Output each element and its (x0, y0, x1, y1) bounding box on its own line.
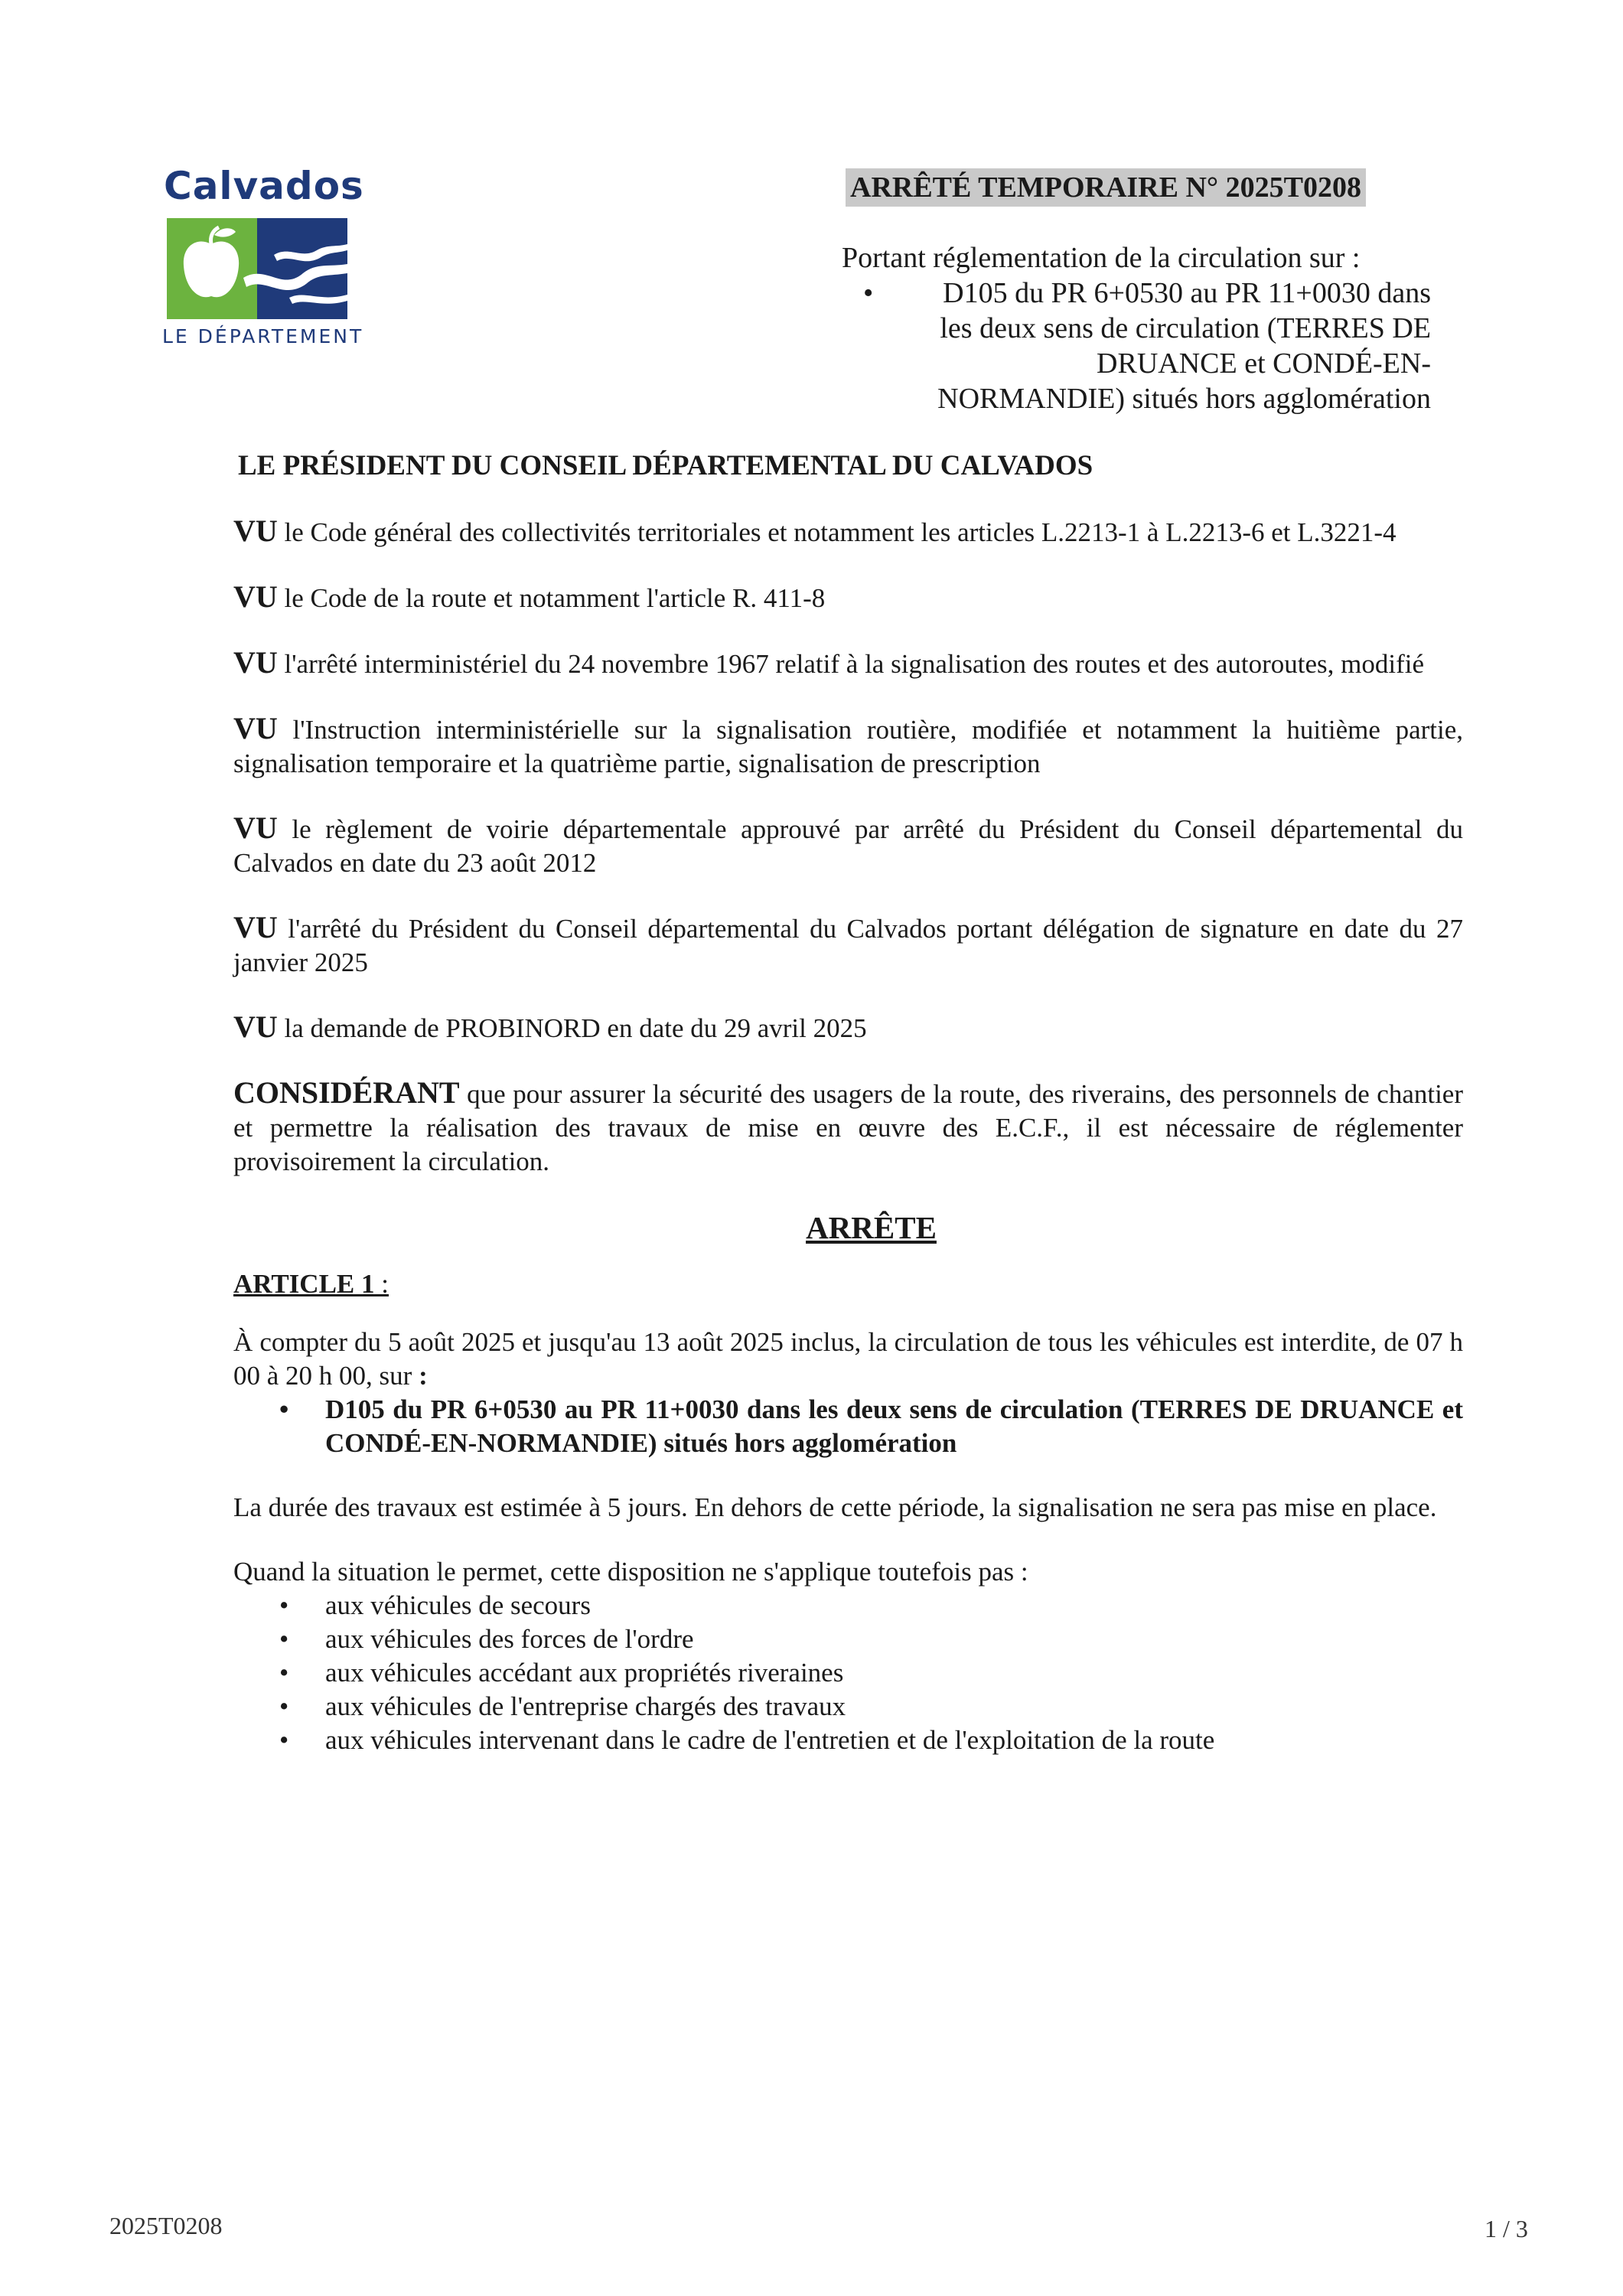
vu-paragraph (233, 514, 1463, 550)
article-colon: : (374, 1269, 389, 1299)
considerant-text: que pour assurer la sécurité des usagers de la route, des riverains, des personnels de chantier et permettre la réalisation des travaux de mise en œuvre des E.C.F., il est nécessaire de réglementer provisoirement la circulation. (233, 1079, 1463, 1176)
subject-intro: Portant réglementation de la circulation sur : (842, 242, 1361, 274)
logo-name: Calvados (164, 164, 364, 208)
exception-text: aux véhicules accédant aux propriétés riveraines (325, 1658, 844, 1688)
bullet-glyph: • (279, 1394, 289, 1424)
vu-text: l'arrêté du Président du Conseil départemental du Calvados portant délégation de signature en date du 27 janvier 2025 (233, 914, 1464, 977)
vu-label: VU (233, 910, 278, 944)
bullet-glyph: • (279, 1590, 289, 1620)
bullet-glyph: • (279, 1725, 289, 1755)
arrete-heading: ARRÊTE (806, 1210, 937, 1245)
exception-text: aux véhicules de l'entreprise chargés des travaux (325, 1691, 846, 1721)
vu-paragraph (233, 712, 1463, 781)
vu-label: VU (233, 645, 278, 680)
subject-line: les deux sens de circulation (TERRES DE (940, 312, 1431, 344)
subject-line: DRUANCE et CONDÉ-EN- (1097, 347, 1431, 380)
decree-body (233, 514, 1463, 1757)
article-label: ARTICLE 1 (233, 1269, 375, 1299)
vu-label: VU (233, 579, 278, 614)
bullet-glyph: • (279, 1658, 289, 1688)
vu-paragraph (233, 646, 1463, 681)
exception-text: aux véhicules des forces de l'ordre (325, 1624, 694, 1654)
vu-text: le règlement de voirie départementale approuvé par arrêté du Président du Conseil départemental du Calvados en date du 23 août 2012 (233, 814, 1464, 878)
vu-text: l'arrêté interministériel du 24 novembre 1967 relatif à la signalisation des routes et des autoroutes, modifié (284, 649, 1425, 679)
bullet-glyph: • (863, 277, 874, 309)
list-item (233, 1656, 1463, 1690)
article-intro-colon: : (412, 1361, 428, 1391)
vu-text: le Code général des collectivités territoriales et notamment les articles L.2213-1 à L.2213-6 et L.3221-4 (284, 517, 1396, 547)
exceptions-intro: Quand la situation le permet, cette disposition ne s'applique toutefois pas : (233, 1557, 1028, 1587)
vu-label: VU (233, 514, 278, 548)
exceptions-list (233, 1589, 1463, 1757)
exception-text: aux véhicules de secours (325, 1590, 591, 1620)
vu-paragraph (233, 580, 1463, 615)
considerant-paragraph (233, 1076, 1463, 1179)
list-item (233, 1623, 1463, 1656)
decree-title: ARRÊTÉ TEMPORAIRE N° 2025T0208 (846, 168, 1366, 207)
vu-text: le Code de la route et notamment l'article R. 411-8 (284, 583, 826, 613)
department-logo (162, 165, 376, 347)
logo-subtitle: LE DÉPARTEMENT (162, 325, 364, 347)
subject-line: D105 du PR 6+0530 au PR 11+0030 dans (943, 277, 1431, 309)
president-heading: LE PRÉSIDENT DU CONSEIL DÉPARTEMENTAL DU CALVADOS (238, 450, 1093, 481)
article-intro-text: À compter du 5 août 2025 et jusqu'au 13 août 2025 inclus, la circulation de tous les véhicules est interdite, de 07 h 00 à 20 h 00, sur (233, 1327, 1463, 1391)
vu-paragraph (233, 811, 1463, 880)
calvados-emblem-icon (167, 218, 347, 319)
considerant-label: CONSIDÉRANT (233, 1075, 460, 1110)
article-1-heading (233, 1269, 1463, 1300)
list-item (233, 1690, 1463, 1724)
road-section-text: D105 du PR 6+0530 au PR 11+0030 dans les deux sens de circulation (TERRES DE DRUANCE et CONDÉ-EN-NORMANDIE) situés hors agglomération (325, 1394, 1463, 1458)
article-1-intro (233, 1326, 1463, 1393)
duration-paragraph: La durée des travaux est estimée à 5 jours. En dehors de cette période, la signalisation ne sera pas mise en place. (233, 1492, 1437, 1522)
list-item (233, 1589, 1463, 1623)
exception-text: aux véhicules intervenant dans le cadre de l'entretien et de l'exploitation de la route (325, 1725, 1215, 1755)
bullet-glyph: • (279, 1691, 289, 1721)
decree-subject (842, 240, 1431, 416)
article-1-road-list (233, 1393, 1463, 1460)
vu-text: l'Instruction interministérielle sur la signalisation routière, modifiée et notamment la huitième partie, signalisation temporaire et la quatrième partie, signalisation de prescription (233, 715, 1464, 778)
bullet-glyph: • (279, 1624, 289, 1654)
vu-text: la demande de PROBINORD en date du 29 avril 2025 (284, 1013, 867, 1043)
subject-line: NORMANDIE) situés hors agglomération (937, 383, 1431, 415)
page-number: 1 / 3 (1484, 2215, 1528, 2242)
vu-paragraph (233, 911, 1463, 980)
vu-label: VU (233, 711, 278, 745)
vu-paragraph (233, 1010, 1463, 1045)
footer-reference: 2025T0208 (109, 2212, 223, 2239)
subject-bullet-text (894, 276, 1431, 416)
subject-bullet (863, 276, 1431, 416)
vu-label: VU (233, 1009, 278, 1044)
list-item (233, 1393, 1463, 1460)
list-item (233, 1724, 1463, 1757)
vu-label: VU (233, 810, 278, 845)
